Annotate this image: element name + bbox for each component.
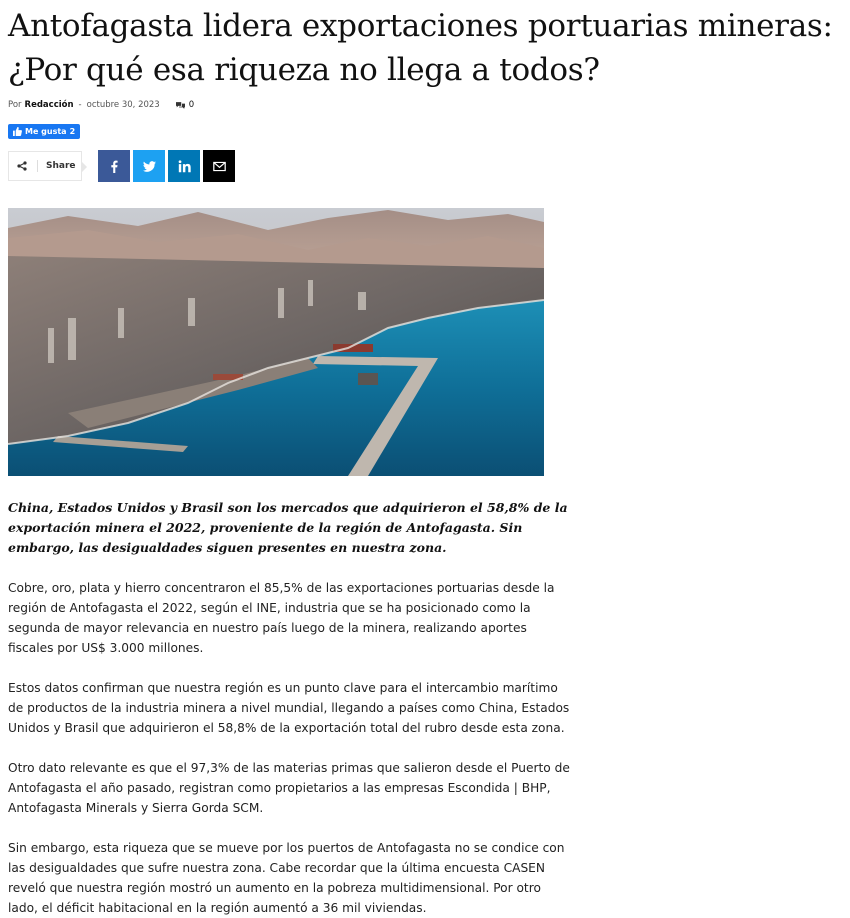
hero-image-antofagasta-port [8,208,544,476]
thumbs-up-icon [13,127,22,136]
share-divider [37,160,38,172]
envelope-icon [213,160,226,173]
by-label: Por [8,100,22,110]
article-lead: China, Estados Unidos y Brasil son los mercados que adquirieron el 58,8% de la exportación minera el 2022, proveniente de la región de Antofagasta. Sin embargo, las desigualdades siguen presentes en nuestra zona. [8,500,568,555]
article-body [8,578,850,918]
facebook-like-button[interactable] [8,124,80,139]
article-meta [8,98,850,112]
article-title: Antofagasta lidera exportaciones portuarias mineras: ¿Por qué esa riqueza no llega a todos? [8,8,833,88]
linkedin-icon [178,160,191,173]
twitter-share-button[interactable] [133,150,165,182]
article-paragraph: Sin embargo, esta riqueza que se mueve por los puertos de Antofagasta no se condice con las desigualdades que sufre nuestra zona. Cabe recordar que la última encuesta CASEN reveló que nuestra región mostró un aumento en la pobreza multidimensional. Por otro lado, el déficit habitacional en la región aumentó a 36 mil viviendas. [8,841,565,915]
share-icon [17,161,27,171]
linkedin-share-button[interactable] [168,150,200,182]
author-link[interactable]: Redacción [24,100,74,110]
facebook-icon [108,160,121,173]
aerial-city-port-image [8,208,544,476]
share-label: Share [46,161,76,171]
comments-count: 0 [188,100,195,110]
share-bar [8,150,850,182]
facebook-share-button[interactable] [98,150,130,182]
article-paragraph: Estos datos confirman que nuestra región es un punto clave para el intercambio marítimo de productos de la industria minera a nivel mundial, llegando a países como China, Estados Unidos y Brasil que adquirieron el 58,8% de la exportación total del rubro desde esta zona. [8,681,570,735]
meta-separator: - [78,100,82,110]
publish-date: octubre 30, 2023 [86,100,160,110]
share-button[interactable] [8,151,82,181]
article-paragraph: Cobre, oro, plata y hierro concentraron el 85,5% de las exportaciones portuarias desde la región de Antofagasta el 2022, según el INE, industria que se ha posicionado como la segunda de mayor relevancia en nuestro país luego de la minera, realizando aportes fiscales por US$ 3.000 millones. [8,581,555,655]
article-paragraph: Otro dato relevante es que el 97,3% de las materias primas que salieron desde el Puerto de Antofagasta el año pasado, registran como propietarios a las empresas Escondida | BHP, Antofagasta Minerals y Sierra Gorda SCM. [8,761,570,815]
twitter-icon [143,160,156,173]
comments-icon [176,102,185,109]
like-label: Me gusta [25,127,67,136]
email-share-button[interactable] [203,150,235,182]
like-count: 2 [69,127,76,136]
comments-link[interactable] [176,100,194,110]
